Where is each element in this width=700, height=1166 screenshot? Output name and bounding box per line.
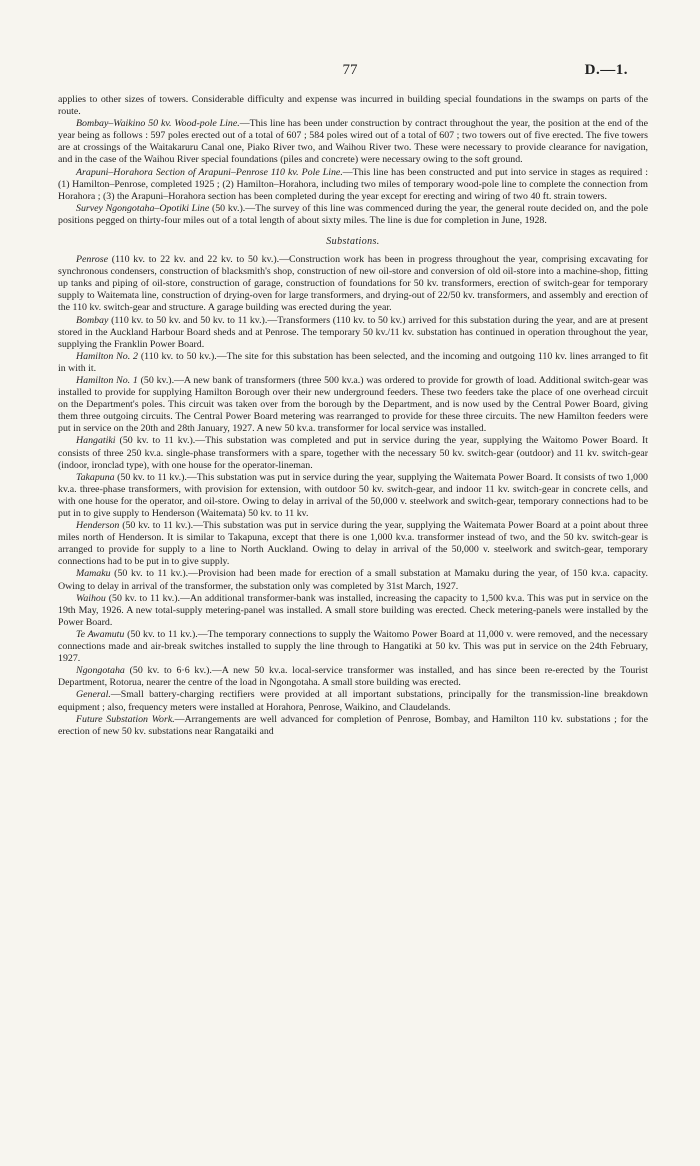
paragraph [58,472,648,520]
paragraph-title: General. [76,689,111,701]
paragraph-title: Hangatiki [76,435,116,447]
paragraph-title: Waihou [76,592,106,604]
paragraph [58,94,648,118]
paragraph [58,629,648,665]
paragraph-title: Bombay [76,314,109,326]
document-reference: D.—1. [584,62,628,78]
paragraph-title: Ngongotaha [76,665,125,677]
paragraph [58,689,648,713]
paragraph-text: (50 kv. to 11 kv.).—Provision had been made for erection of a small substation at Mamaku during the year, of 150 kv.a. capacity. Owing to delay in arrival of the transformer, the substation only was completed by 31st March, 1927. [58,568,648,592]
paragraph [58,254,648,314]
paragraph-text: (50 kv. to 6·6 kv.).—A new 50 kv.a. local-service transformer was installed, and has since been re-erected by the Tourist Department, Rotorua, nearer the centre of the load in Ngongotaha. A small store building was erected. [58,665,648,689]
paragraph-title: Te Awamutu [76,628,125,640]
paragraph-title: Mamaku [76,568,111,580]
paragraph-text: (110 kv. to 22 kv. and 22 kv. to 50 kv.).—Construction work has been in progress throughout the year, comprising excavating for synchronous condensers, construction of blacksmith's shop, construction of new oil-store and conversion of old oil-store into a machine-shop, fitting up tanks and piping of oil-store, construction of garage, construction of foundations for 50 kv. transformers, erection of switch-gear for temporary supply to Waitemata line, construction of drying-oven for large transformers, and drying-out of 22/50 kv. transformers, and assembly and erection of the 110 kv. switch-gear and structure. A garage building was erected during the year. [58,254,648,314]
paragraph-text: (110 kv. to 50 kv. and 50 kv. to 11 kv.).—Transformers (110 kv. to 50 kv.) arrived for this substation during the year, and are at present stored in the Auckland Harbour Board sheds and at Penrose. The temporary 50 kv./11 kv. substation has continued in operation throughout the year, supplying the Franklin Power Board. [58,314,648,350]
paragraph [58,593,648,629]
paragraph-title: Arapuni–Horahora Section of Arapuni–Penrose 110 kv. Pole Line. [76,166,343,178]
paragraph-text: —This line has been constructed and put into service in stages as required : (1) Hamilton–Penrose, completed 1925 ; (2) Hamilton–Horahora, including two miles of temporary wood-pole line to complete the connection from Horahora ; (3) the Arapuni–Horahora section has been completed during the year except for erecting and wiring of two 40 ft. strain towers. [58,166,648,202]
paragraph-text: (50 kv. to 11 kv.).—This substation was put in service during the year, supplying the Waitemata Power Board. It consists of two 1,000 kv.a. three-phase transformers, with provision for extension, with outdoor 50 kv. switch-gear, and indoor 11 kv. switch-gear in concrete cells, and with one house for the operator, and oil-store. Owing to delay in arrival of the 50,000 v. steelwork and switch-gear, temporary connections had to be put in to give supply to Henderson (Waitemata) 50 kv. to 11 kv. [58,471,648,519]
paragraph [58,435,648,471]
paragraph-text: (50 kv.).—The survey of this line was commenced during the year, the general route decided on, and the pole positions pegged on thirty-four miles out of a total length of about sixty miles. The line is due for completion in June, 1928. [58,202,648,226]
paragraph [58,568,648,592]
paragraph [58,315,648,351]
paragraph-text: —Small battery-charging rectifiers were provided at all important substations, principally for the transmission-line breakdown equipment ; also, frequency meters were installed at Horahora, Penrose, Waikino, and Claudelands. [58,689,648,713]
paragraph-title: Takapuna [76,471,115,483]
paragraph [58,665,648,689]
substations-section [58,254,648,738]
paragraph-title: Survey Ngongotaha–Opotiki Line [76,202,210,214]
paragraph [58,118,648,166]
paragraph-text: (50 kv. to 11 kv.).—This substation was completed and put in service during the year, supplying the Waitomo Power Board. It consists of three 250 kv.a. single-phase transformers with a spare, together with the necessary 50 kv. switch-gear (outdoor) and 11 kv. switch-gear (indoor, ironclad type), with one house for the operator-lineman. [58,435,648,471]
paragraph-text: (110 kv. to 50 kv.).—The site for this substation has been selected, and the incoming and outgoing 110 kv. lines arranged to fit in with it. [58,350,648,374]
page-body [58,94,648,738]
paragraph-text: (50 kv. to 11 kv.).—An additional transformer-bank was installed, increasing the capacity to 1,500 kv.a. This was put in service on the 19th May, 1926. A new total-supply metering-panel was installed. A small store building was erected. Check metering-panels were installed by the Power Board. [58,592,648,628]
paragraph-text: —This line has been under construction by contract throughout the year, the position at the end of the year being as follows : 597 poles erected out of a total of 607 ; 584 poles wired out of a total of 607 ; two towers out of five erected. The five towers are at crossings of the Waitakaruru Canal one, Piako River two, and Waihou River two. These were necessary to provide clearance for navigation, and in the case of the Waihou River special foundations (piles and concrete) were necessary owing to the soft ground. [58,118,648,166]
paragraph-title: Hamilton No. 2 [76,350,138,362]
paragraph-text: —Arrangements are well advanced for completion of Penrose, Bombay, and Hamilton 110 kv. substations ; for the erection of new 50 kv. substations near Rangataiki and [58,713,648,737]
paragraph-title: Penrose [76,254,108,266]
paragraph-text: (50 kv. to 11 kv.).—This substation was put in service during the year, supplying the Waitemata Power Board at a point about three miles north of Henderson. It is similar to Takapuna, except that there is one 1,000 kv.a. transformer instead of two, and the 50 kv. switch-gear is arranged to provide for supply to a line to North Auckland. Owing to delay in arrival of the 50,000 v. steelwork and switch-gear, temporary connections had to be put in to give supply. [58,520,648,568]
paragraph-text: (50 kv.).—A new bank of transformers (three 500 kv.a.) was ordered to provide for growth of load. Additional switch-gear was installed to provide for supplying Hamilton Borough over their new underground feeders. These two feeders take the place of one overhead circuit on the Department's poles. This circuit was taken over from the borough by the Department, and is now used by the Central Power Board, giving them three outgoing circuits. The Central Power Board metering was rearranged to provide for these three circuits. The new Hamilton feeders were put in service on the 20th and 28th January, 1927. A new 50 kv.a. transformer for local service was installed. [58,374,648,435]
paragraph-title: Future Substation Work. [76,713,175,725]
page-header [58,62,642,84]
paragraph-text: (50 kv. to 11 kv.).—The temporary connections to supply the Waitomo Power Board at 11,000 v. were removed, and the necessary connections made and air-break switches installed to supply the line through to Hangatiki at 50 kv. This was put in service on the 24th February, 1927. [58,628,648,665]
paragraph-title: Henderson [76,520,120,532]
paragraph-text: applies to other sizes of towers. Considerable difficulty and expense was incurred in building special foundations in the swamps on parts of the route. [58,94,648,118]
paragraph-title: Bombay–Waikino 50 kv. Wood-pole Line. [76,118,240,130]
paragraph [58,375,648,435]
paragraph-title: Hamilton No. 1 [76,374,138,386]
substations-heading: Substations. [326,236,380,248]
transmission-lines-section [58,94,648,227]
paragraph [58,714,648,738]
paragraph [58,520,648,568]
paragraph [58,203,648,227]
page-number: 77 [342,62,358,78]
paragraph [58,351,648,375]
paragraph [58,167,648,203]
